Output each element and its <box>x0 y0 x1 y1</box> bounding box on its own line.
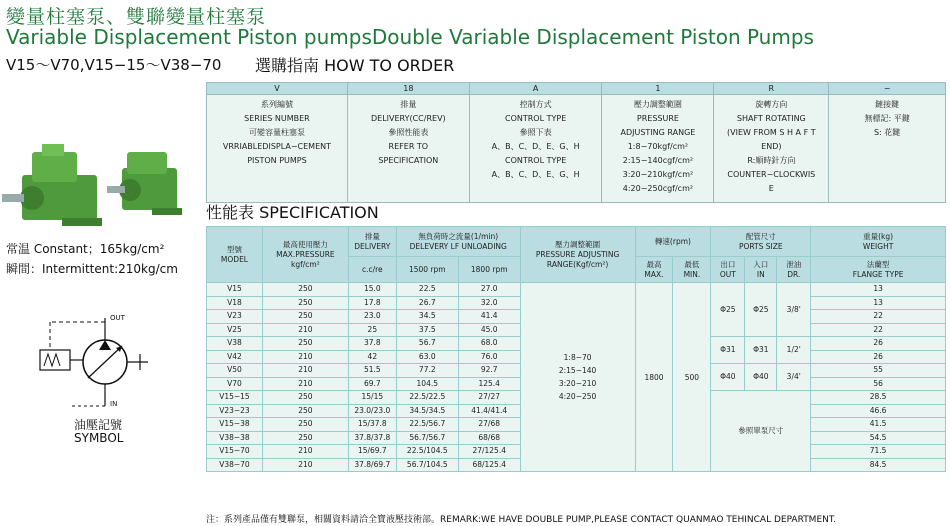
header-flange-type: 法蘭型 FLANGE TYPE <box>811 257 946 283</box>
order-description-row <box>207 95 946 203</box>
header-speed: 轉速(rpm) <box>635 227 711 257</box>
order-desc-line: 2:15−140cgf/cm² <box>622 156 694 165</box>
cell-flow-1800: 27/68 <box>458 418 520 432</box>
order-desc-pressure <box>602 95 714 203</box>
cell-weight: 54.5 <box>811 431 946 445</box>
order-desc-line: 控制方式 <box>519 100 552 109</box>
order-desc-line: 1:8−70kgf/cm² <box>627 142 689 151</box>
cell-max-pressure: 250 <box>262 431 348 445</box>
cell-max-pressure: 250 <box>262 418 348 432</box>
order-desc-line: COUNTER−CLOCKWIS <box>727 170 816 179</box>
cell-flow-1500: 34.5/34.5 <box>396 404 458 418</box>
cell-weight: 13 <box>811 283 946 297</box>
order-desc-line: R:順時針方向 <box>747 156 796 165</box>
cell-flow-1800: 27.0 <box>458 283 520 297</box>
cell-port-dr: 3/8' <box>777 283 811 337</box>
cell-max-pressure: 210 <box>262 323 348 337</box>
order-desc-line: PRESSURE <box>636 114 679 123</box>
order-desc-line: 壓力調整範圍 <box>633 100 682 109</box>
cell-port-dr: 1/2' <box>777 337 811 364</box>
order-code-series: V <box>207 83 348 95</box>
cell-flow-1800: 41.4 <box>458 310 520 324</box>
cell-delivery: 15/69.7 <box>348 445 396 459</box>
cell-weight: 26 <box>811 337 946 351</box>
order-desc-line: 無標記: 平鍵 <box>864 114 910 123</box>
header-port-in: 入口 IN <box>745 257 777 283</box>
title-en: Variable Displacement Piston pumpsDouble Variable Displacement Piston Pumps <box>6 25 814 49</box>
cell-flow-1500: 104.5 <box>396 377 458 391</box>
cell-flow-1800: 45.0 <box>458 323 520 337</box>
order-desc-line: 系列編號 <box>260 100 293 109</box>
order-desc-line: 可變容量柱塞泵 <box>248 128 305 137</box>
cell-model: V23 <box>207 310 263 324</box>
pressure-range-value: 4:20−250 <box>558 392 597 401</box>
cell-delivery: 51.5 <box>348 364 396 378</box>
order-desc-line: SERIES NUMBER <box>244 114 310 123</box>
cell-flow-1500: 22.5/22.5 <box>396 391 458 405</box>
cell-weight: 13 <box>811 296 946 310</box>
cell-model: V38 <box>207 337 263 351</box>
cell-model: V50 <box>207 364 263 378</box>
cell-max-pressure: 250 <box>262 391 348 405</box>
order-desc-control <box>469 95 602 203</box>
header-port-out: 出口 OUT <box>711 257 745 283</box>
cell-delivery: 69.7 <box>348 377 396 391</box>
order-desc-line: PISTON PUMPS <box>247 156 307 165</box>
cell-max-pressure: 210 <box>262 458 348 472</box>
symbol-out-label: OUT <box>110 314 125 322</box>
cell-weight: 22 <box>811 323 946 337</box>
cell-flow-1800: 68/68 <box>458 431 520 445</box>
order-desc-line: CONTROL TYPE <box>504 114 567 123</box>
order-desc-line: CONTROL TYPE <box>504 156 567 165</box>
order-desc-line: 鏈接鍵 <box>875 100 900 109</box>
order-desc-key <box>829 95 946 203</box>
constant-pressure: 常温 Constant；165kg/cm² <box>6 242 165 256</box>
header-1800rpm: 1800 rpm <box>458 257 520 283</box>
order-desc-line: SHAFT ROTATING <box>736 114 806 123</box>
header-unloading: 無負荷時之流量(1/min) DELEVERY LF UNLOADING <box>396 227 520 257</box>
cell-port-out: Φ31 <box>711 337 745 364</box>
cell-max-pressure: 210 <box>262 445 348 459</box>
cell-flow-1800: 27/27 <box>458 391 520 405</box>
header-port-dr: 泄油 DR. <box>777 257 811 283</box>
cell-model: V70 <box>207 377 263 391</box>
cell-delivery: 15.0 <box>348 283 396 297</box>
cell-port-in: Φ25 <box>745 283 777 337</box>
cell-delivery: 37.8/37.8 <box>348 431 396 445</box>
cell-max-pressure: 250 <box>262 296 348 310</box>
cell-delivery: 23.0/23.0 <box>348 404 396 418</box>
cell-port-dr: 3/4' <box>777 364 811 391</box>
cell-delivery: 42 <box>348 350 396 364</box>
cell-delivery: 17.8 <box>348 296 396 310</box>
cell-model: V18 <box>207 296 263 310</box>
cell-port-in: Φ31 <box>745 337 777 364</box>
cell-port-out: Φ40 <box>711 364 745 391</box>
cell-speed-max: 1800 <box>635 283 673 472</box>
cell-flow-1800: 125.4 <box>458 377 520 391</box>
header-cc-rev: c.c/re <box>348 257 396 283</box>
cell-model: V42 <box>207 350 263 364</box>
order-desc-line: S: 花鍵 <box>873 128 901 137</box>
intermittent-pressure: 瞬間：Intermittent:210kg/cm <box>6 262 178 276</box>
order-desc-line: 參照下表 <box>519 128 552 137</box>
order-code-delivery: 18 <box>347 83 469 95</box>
pump-photo <box>2 140 192 240</box>
order-desc-line: 旋轉方向 <box>755 100 788 109</box>
pump-large-icon <box>2 144 102 226</box>
header-weight: 重量(kg) WEIGHT <box>811 227 946 257</box>
header-delivery: 排量 DELIVERY <box>348 227 396 257</box>
cell-pressure-range <box>520 283 635 472</box>
symbol-label-en: SYMBOL <box>74 431 124 445</box>
order-desc-line: 4:20−250cgf/cm² <box>622 184 694 193</box>
how-to-order-heading: 選購指南 HOW TO ORDER <box>255 56 455 75</box>
header-model: 型號 MODEL <box>207 227 263 283</box>
order-desc-series <box>207 95 348 203</box>
hydraulic-symbol-icon <box>30 310 160 420</box>
order-desc-line: A、B、C、D、E、G、H <box>491 170 580 179</box>
cell-model: V25 <box>207 323 263 337</box>
order-desc-line: END) <box>761 142 782 151</box>
cell-flow-1500: 56.7/56.7 <box>396 431 458 445</box>
order-desc-line: VRRIABLEDISPLA−CEMENT <box>222 142 332 151</box>
header-speed-min: 最低 MIN. <box>673 257 711 283</box>
cell-max-pressure: 210 <box>262 364 348 378</box>
cell-double-ports-note: 參照單泵尺寸 <box>711 391 811 472</box>
cell-flow-1800: 68/125.4 <box>458 458 520 472</box>
cell-delivery: 37.8/69.7 <box>348 458 396 472</box>
cell-max-pressure: 250 <box>262 337 348 351</box>
order-desc-line: DELIVERY(CC/REV) <box>370 114 446 123</box>
order-desc-line: 3:20−210kgf/cm² <box>622 170 694 179</box>
pressure-range-value: 2:15−140 <box>558 366 597 375</box>
remark-text: 注：系列產品僅有雙聯泵，相關資料請洽全寶液壓技術部。REMARK:WE HAVE DOUBLE PUMP,PLEASE CONTACT QUANMAO TEHINCAL DEPARTMENT. <box>206 515 837 525</box>
cell-max-pressure: 250 <box>262 404 348 418</box>
cell-flow-1800: 92.7 <box>458 364 520 378</box>
header-pressure-range: 壓力調整範圍 PRESSURE ADJUSTING RANGE(Kgf/cm²) <box>520 227 635 283</box>
order-desc-line: REFER TO <box>388 142 429 151</box>
symbol-in-label: IN <box>110 400 118 408</box>
cell-flow-1500: 22.5 <box>396 283 458 297</box>
cell-flow-1800: 41.4/41.4 <box>458 404 520 418</box>
cell-weight: 28.5 <box>811 391 946 405</box>
cell-flow-1800: 68.0 <box>458 337 520 351</box>
cell-flow-1500: 37.5 <box>396 323 458 337</box>
symbol-label-cn: 油壓記號 <box>74 418 123 432</box>
cell-model: V23−23 <box>207 404 263 418</box>
cell-delivery: 25 <box>348 323 396 337</box>
order-desc-delivery <box>347 95 469 203</box>
cell-delivery: 15/37.8 <box>348 418 396 432</box>
pressure-range-value: 1:8−70 <box>563 353 592 362</box>
order-desc-line: (VIEW FROM S H A F T <box>727 128 816 137</box>
cell-weight: 71.5 <box>811 445 946 459</box>
cell-delivery: 23.0 <box>348 310 396 324</box>
cell-max-pressure: 250 <box>262 283 348 297</box>
specification-heading: 性能表 SPECIFICATION <box>206 203 379 222</box>
order-desc-line: 排量 <box>400 100 417 109</box>
cell-max-pressure: 250 <box>262 310 348 324</box>
cell-model: V38−38 <box>207 431 263 445</box>
cell-flow-1500: 77.2 <box>396 364 458 378</box>
cell-flow-1500: 34.5 <box>396 310 458 324</box>
cell-model: V15−38 <box>207 418 263 432</box>
header-ports: 配管尺寸 PORTS SIZE <box>711 227 811 257</box>
cell-weight: 26 <box>811 350 946 364</box>
cell-model: V38−70 <box>207 458 263 472</box>
order-code-row <box>207 83 946 95</box>
header-speed-max: 最高 MAX. <box>635 257 673 283</box>
order-table <box>206 82 946 203</box>
cell-max-pressure: 210 <box>262 377 348 391</box>
order-code-pressure: 1 <box>602 83 714 95</box>
cell-flow-1500: 56.7 <box>396 337 458 351</box>
cell-delivery: 15/15 <box>348 391 396 405</box>
pump-small-icon <box>107 152 182 215</box>
order-desc-line: SPECIFICATION <box>378 156 439 165</box>
order-desc-line: A、B、C、D、E、G、H <box>491 142 580 151</box>
cell-port-in: Φ40 <box>745 364 777 391</box>
cell-model: V15−15 <box>207 391 263 405</box>
pressure-range-value: 3:20−210 <box>558 379 597 388</box>
cell-flow-1500: 22.5/56.7 <box>396 418 458 432</box>
cell-flow-1500: 22.5/104.5 <box>396 445 458 459</box>
order-desc-line: ADJUSTING RANGE <box>620 128 696 137</box>
cell-model: V15 <box>207 283 263 297</box>
cell-delivery: 37.8 <box>348 337 396 351</box>
cell-weight: 84.5 <box>811 458 946 472</box>
header-1500rpm: 1500 rpm <box>396 257 458 283</box>
cell-weight: 46.6 <box>811 404 946 418</box>
order-desc-rotation <box>714 95 829 203</box>
cell-weight: 56 <box>811 377 946 391</box>
cell-flow-1500: 63.0 <box>396 350 458 364</box>
cell-flow-1500: 56.7/104.5 <box>396 458 458 472</box>
order-code-rotation: R <box>714 83 829 95</box>
header-max-pressure: 最高使用壓力 MAX.PRESSURE kgf/cm² <box>262 227 348 283</box>
order-desc-line: 參照性能表 <box>388 128 429 137</box>
cell-flow-1800: 32.0 <box>458 296 520 310</box>
cell-model: V15−70 <box>207 445 263 459</box>
cell-weight: 55 <box>811 364 946 378</box>
spec-header-row <box>207 227 946 257</box>
table-row <box>207 283 946 297</box>
cell-flow-1500: 26.7 <box>396 296 458 310</box>
cell-flow-1800: 27/125.4 <box>458 445 520 459</box>
model-range: V15～V70,V15−15～V38−70 <box>6 56 222 74</box>
cell-weight: 22 <box>811 310 946 324</box>
order-code-control: A <box>469 83 602 95</box>
order-desc-line: E <box>768 184 774 193</box>
cell-flow-1800: 76.0 <box>458 350 520 364</box>
cell-weight: 41.5 <box>811 418 946 432</box>
specification-table <box>206 226 946 472</box>
cell-port-out: Φ25 <box>711 283 745 337</box>
cell-max-pressure: 210 <box>262 350 348 364</box>
title-cn: 變量柱塞泵、雙聯變量柱塞泵 <box>6 6 267 28</box>
cell-speed-min: 500 <box>673 283 711 472</box>
order-code-key: − <box>829 83 946 95</box>
